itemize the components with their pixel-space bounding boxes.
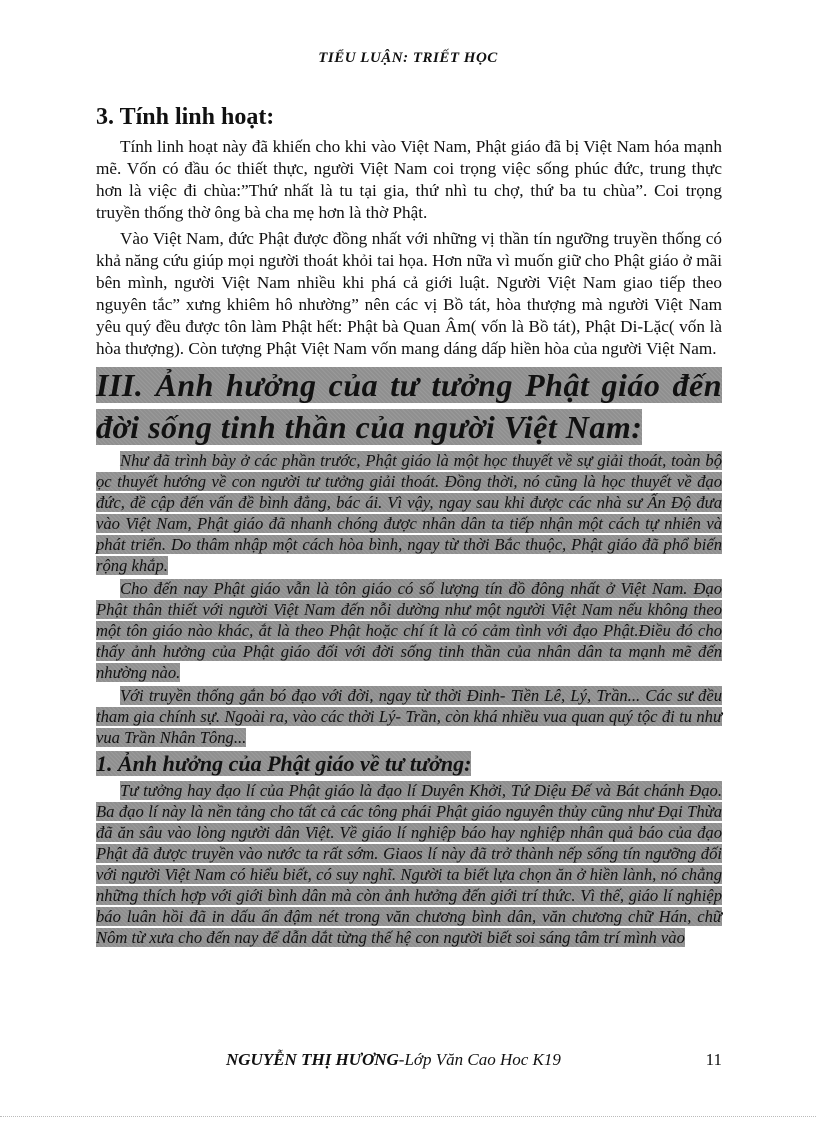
footer-author — [226, 1050, 561, 1070]
paragraph-text: Với truyền thống gắn bó đạo với đời, ngay từ thời Đinh- Tiền Lê, Lý, Trần... Các sư đều tham gia chính sự. Ngoài ra, vào các thời Lý- Trần, còn khá nhiều vua quan quý tộc đi tu như vua Trần Nhân Tông... — [96, 686, 722, 747]
page-content — [96, 98, 722, 950]
highlighted-section — [96, 364, 722, 948]
paragraph — [96, 780, 722, 948]
author-name: NGUYỄN THỊ HƯƠNG — [226, 1050, 399, 1069]
page-number: 11 — [705, 1050, 722, 1069]
paragraph-text: Cho đến nay Phật giáo vẫn là tôn giáo có số lượng tín đồ đông nhất ở Việt Nam. Đạo Phật thân thiết với người Việt Nam đến nỗi dường như một người Việt Nam nếu không theo một tôn giáo nào khác, ắt là theo Phật hoặc chí ít là có cảm tình với đạo Phật.Điều đó cho thấy ảnh hưởng của Phật giáo đối với đời sống tinh thần của nhân dân ta mạnh mẽ đến nhường nào. — [96, 579, 722, 682]
paragraph: Vào Việt Nam, đức Phật được đồng nhất với những vị thần tín ngưỡng truyền thống có khả năng cứu giúp mọi người thoát khỏi tai họa. Hơn nữa vì muốn giữ cho Phật giáo ở mãi bên mình, người Việt Nam nhiều khi phá cả giới luật. Người Việt Nam giao tiếp theo nguyên tắc” xưng khiêm hô nhường” nên các vị Bồ tát, hòa thượng mà người Việt Nam yêu quý đều được tôn làm Phật hết: Phật bà Quan Âm( vốn là Bồ tát), Phật Di-Lặc( vốn là hòa thượng). Còn tượng Phật Việt Nam vốn mang dáng dấp hiền hòa của người Việt Nam. — [96, 229, 722, 358]
subsection-heading-text: 1. Ảnh hưởng của Phật giáo về tư tưởng: — [96, 751, 472, 776]
page-footer — [96, 1050, 722, 1074]
subsection-heading-thought — [96, 750, 722, 778]
page-bottom-border — [0, 1116, 816, 1117]
paragraph — [96, 450, 722, 576]
part-heading-influence — [96, 364, 722, 448]
paragraph — [96, 578, 722, 683]
author-class: -Lớp Văn Cao Hoc K19 — [398, 1050, 561, 1069]
paragraph-text: Tư tưởng hay đạo lí của Phật giáo là đạo lí Duyên Khởi, Tứ Diệu Đế và Bát chánh Đạo. Ba đạo lí này là nền tảng cho tất cả các tông phái Phật giáo nguyên thủy cũng như Đại Thừa đã ăn sâu vào lòng người dân Việt. Về giáo lí nghiệp báo hay nghiệp nhân quả báo của đạo Phật đã được truyền vào nước ta rất sớm. Giaos lí này đã trở thành nếp sống tín ngưỡng đối với người Việt Nam có hiểu biết, có suy nghĩ. Người ta biết lựa chọn ăn ở hiền lành, nó chẳng những thích hợp với giới bình dân mà còn ảnh hưởng đến giới trí thức. Vì thế, giáo lí nghiệp báo luân hồi đã in dấu ấn đậm nét trong văn chương bình dân, văn chương chữ Hán, chữ Nôm từ xưa cho đến nay để dẫn dắt từng thế hệ con người biết soi sáng tâm trí mình vào — [96, 781, 722, 947]
paragraph — [96, 685, 722, 748]
paragraph: Tính linh hoạt này đã khiến cho khi vào Việt Nam, Phật giáo đã bị Việt Nam hóa mạnh mẽ. Vốn có đầu óc thiết thực, người Việt Nam coi trọng việc sống phúc đức, trung thực hơn là việc đi chùa:”Thứ nhất là tu tại gia, thứ nhì tu chợ, thứ ba tu chùa”. Coi trọng truyền thống thờ ông bà cha mẹ hơn là thờ Phật. — [96, 137, 722, 222]
paragraph-text: Như đã trình bày ở các phần trước, Phật giáo là một học thuyết về sự giải thoát, toàn bộ ọc thuyết hướng về con người tư tưởng giải thoát. Đồng thời, nó cũng là học thuyết về đạo đức, đề cập đến vấn đề bình đẳng, bác ái. Vì vậy, ngay sau khi được các nhà sư Ấn Độ đưa vào Việt Nam, Phật giáo đã nhanh chóng được nhân dân ta tiếp nhận một cách tự nhiên và phát triển. Do thâm nhập một cách hòa bình, ngay từ thời Bắc thuộc, Phật giáo đã phổ biến rộng khắp. — [96, 451, 722, 575]
part-heading-text: III. Ảnh hưởng của tư tưởng Phật giáo đến đời sống tinh thần của người Việt Nam: — [96, 367, 722, 445]
running-header: TIỂU LUẬN: TRIẾT HỌC — [318, 50, 498, 66]
section-heading-flexibility: 3. Tính linh hoạt: — [96, 104, 275, 130]
